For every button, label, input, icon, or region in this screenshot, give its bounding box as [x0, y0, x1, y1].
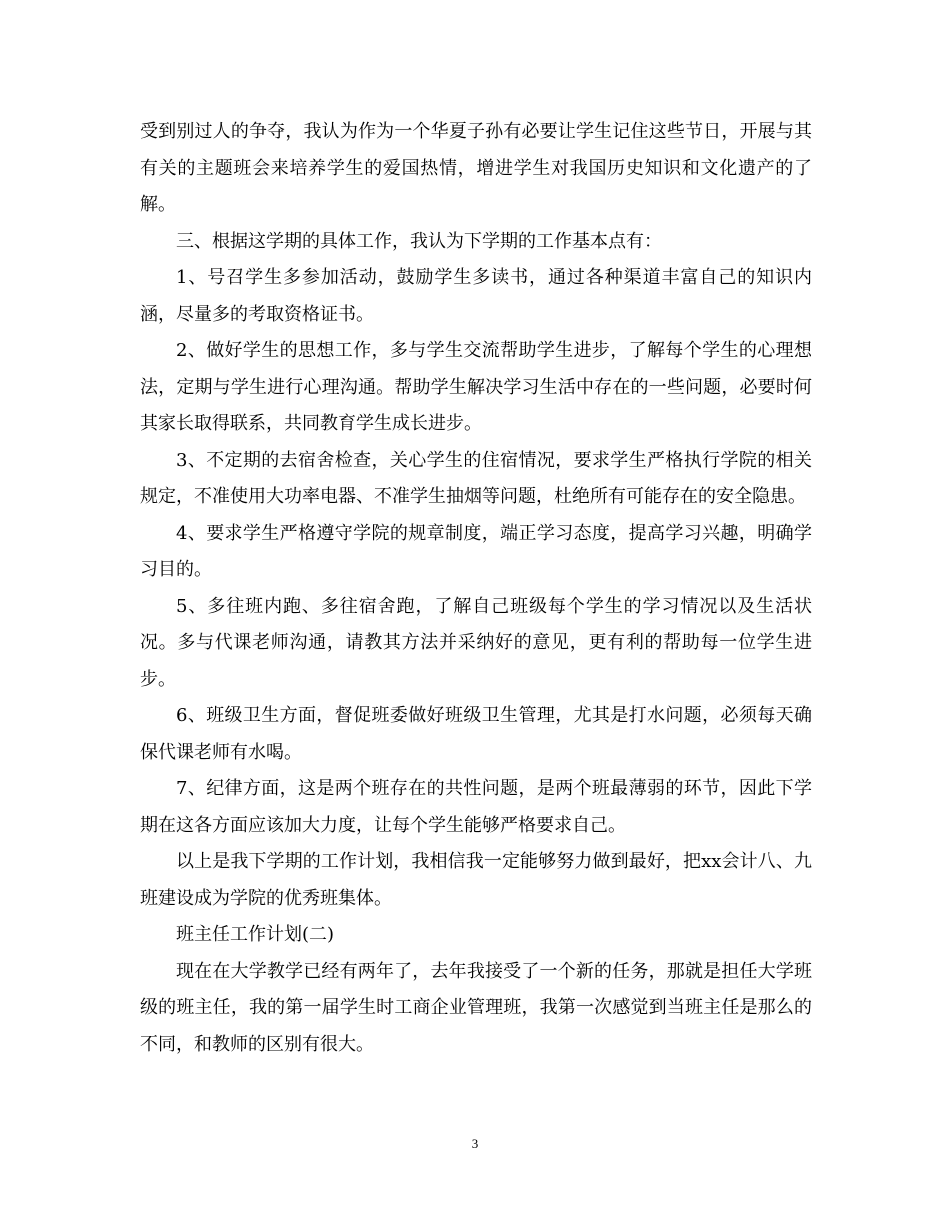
paragraph-item-4: 4、要求学生严格遵守学院的规章制度，端正学习态度，提高学习兴趣，明确学习目的。 — [140, 522, 812, 580]
paragraph-item-2: 2、做好学生的思想工作，多与学生交流帮助学生进步，了解每个学生的心理想法，定期与学生进行心理沟通。帮助学生解决学习生活中存在的一些问题，必要时何其家长取得联系，共同教育学生成长进步。 — [140, 340, 812, 434]
paragraph-item-3: 3、不定期的去宿舍检查，关心学生的住宿情况，要求学生严格执行学院的相关规定，不准使用大功率电器、不准学生抽烟等问题，杜绝所有可能存在的安全隐患。 — [140, 449, 812, 507]
paragraph-intro: 现在在大学教学已经有两年了，去年我接受了一个新的任务，那就是担任大学班级的班主任，我的第一届学生时工商企业管理班，我第一次感觉到当班主任是那么的不同，和教师的区别有很大。 — [140, 960, 812, 1055]
paragraph-item-1: 1、号召学生多参加活动，鼓励学生多读书，通过各种渠道丰富自己的知识内涵，尽量多的考取资格证书。 — [140, 267, 812, 325]
paragraph-continuation: 受到别过人的争夺，我认为作为一个华夏子孙有必要让学生记住这些节日，开展与其有关的主题班会来培养学生的爱国热情，增进学生对我国历史知识和文化遗产的了解。 — [140, 121, 812, 215]
section-title: 班主任工作计划(二) — [176, 924, 335, 945]
paragraph-section-heading: 三、根据这学期的具体工作，我认为下学期的工作基本点有： — [176, 230, 662, 252]
paragraph-item-5: 5、多往班内跑、多往宿舍跑，了解自己班级每个学生的学习情况以及生活状况。多与代课老师沟通，请教其方法并采纳好的意见，更有利的帮助每一位学生进步。 — [140, 595, 812, 690]
document-body — [140, 114, 812, 1063]
page-number: 3 — [471, 1136, 479, 1151]
paragraph-conclusion: 以上是我下学期的工作计划，我相信我一定能够努力做到最好，把xx会计八、九班建设成为学院的优秀班集体。 — [140, 851, 812, 909]
paragraph-item-6: 6、班级卫生方面，督促班委做好班级卫生管理，尤其是打水问题，必须每天确保代课老师有水喝。 — [140, 705, 812, 763]
paragraph-item-7: 7、纪律方面，这是两个班存在的共性问题，是两个班最薄弱的环节，因此下学期在这各方面应该加大力度，让每个学生能够严格要求自己。 — [140, 778, 812, 836]
